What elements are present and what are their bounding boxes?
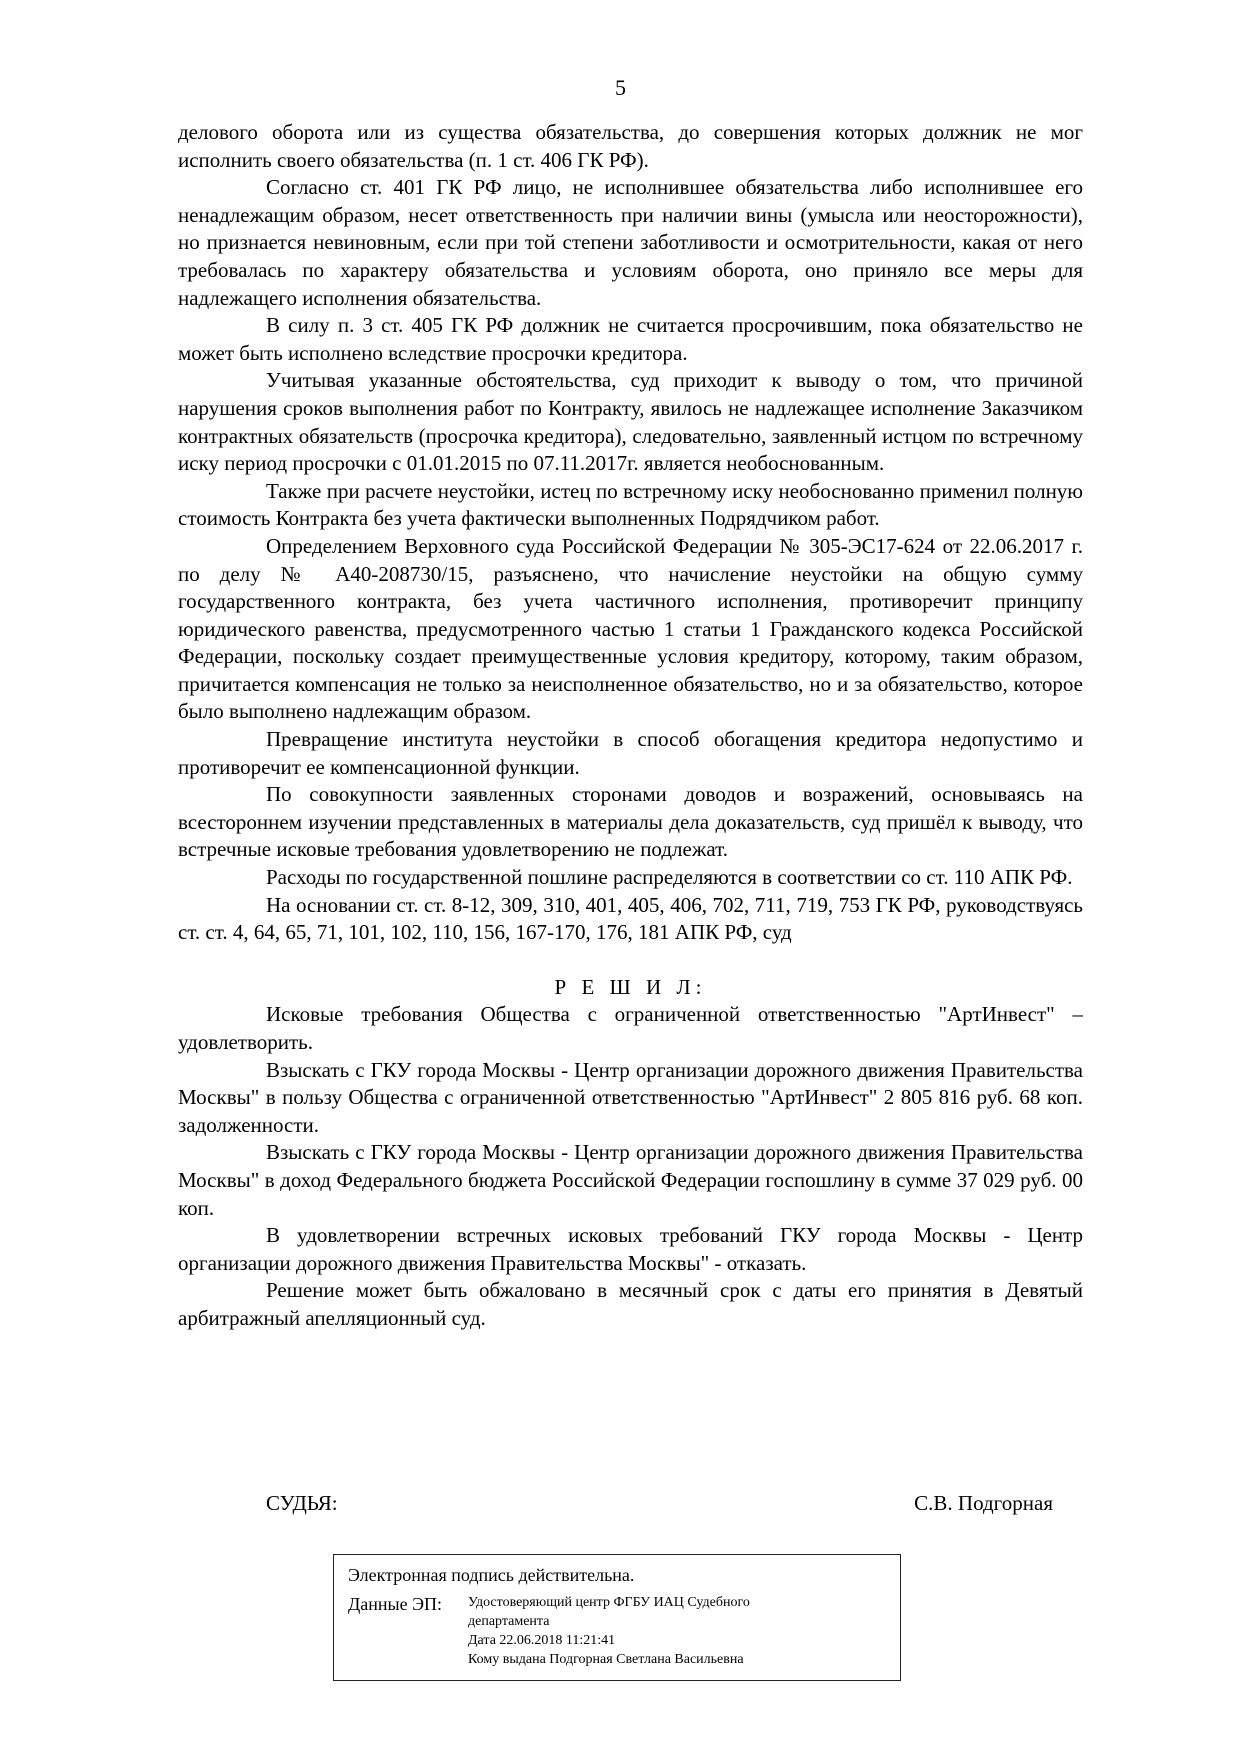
paragraph: Также при расчете неустойки, истец по встречному иску необоснованно применил полную стоимость Контракта без учета фактически выполненных Подрядчиком работ. bbox=[178, 478, 1083, 531]
paragraph: делового оборота или из существа обязательства, до совершения которых должник не мог исполнить своего обязательства (п. 1 ст. 406 ГК РФ). bbox=[178, 120, 1083, 172]
paragraph: Учитывая указанные обстоятельства, суд приходит к выводу о том, что причиной нарушения сроков выполнения работ по Контракту, явилось не надлежащее исполнение Заказчиком контрактных обязательств (просрочка кредитора), следовательно, заявленный истцом по встречному иску период просрочки с 01.01.2015 по 07.11.2017г. является необоснованным. bbox=[178, 368, 1083, 476]
paragraph: По совокупности заявленных сторонами доводов и возражений, основываясь на всестороннем изучении представленных в материалы дела доказательств, суд пришёл к выводу, что встречные исковые требования удовлетворению не подлежат. bbox=[178, 782, 1083, 862]
paragraph: Расходы по государственной пошлине распределяются в соответствии со ст. 110 АПК РФ. bbox=[266, 865, 1073, 890]
paragraph: Превращение института неустойки в способ обогащения кредитора недопустимо и противоречит ее компенсационной функции. bbox=[178, 727, 1083, 779]
document-body bbox=[178, 119, 1083, 1333]
paragraph: На основании ст. ст. 8-12, 309, 310, 401, 405, 406, 702, 711, 719, 753 ГК РФ, руководствуясь ст. ст. 4, 64, 65, 71, 101, 102, 110, 156, 167-170, 176, 181 АПК РФ, суд bbox=[178, 892, 1083, 945]
paragraph: В силу п. 3 ст. 405 ГК РФ должник не считается просрочившим, пока обязательство не может быть исполнено вследствие просрочки кредитора. bbox=[178, 313, 1083, 365]
esig-issuer-line: Удостоверяющий центр ФГБУ ИАЦ Судебного bbox=[468, 1595, 750, 1610]
esig-issuer-line: департамента bbox=[468, 1614, 550, 1629]
paragraph: Определением Верховного суда Российской Федерации № 305-ЭС17-624 от 22.06.2017 г. по делу № А40-208730/15, разъяснено, что начисление неустойки на общую сумму государственного контракта, без учета частичного исполнения, противоречит принципу юридического равенства, предусмотренного частью 1 статьи 1 Гражданского кодекса Российской Федерации, поскольку создает преимущественные условия кредитору, которому, таким образом, причитается компенсация не только за неисполненное обязательство, но и за обязательство, которое было выполнено надлежащим образом. bbox=[178, 533, 1083, 724]
judge-name: С.В. Подгорная bbox=[914, 1491, 1053, 1515]
verdict-heading: Р Е Ш И Л: bbox=[554, 974, 707, 999]
esig-date: Дата 22.06.2018 11:21:41 bbox=[468, 1633, 616, 1648]
esig-issued-to: Кому выдана Подгорная Светлана Васильевна bbox=[468, 1652, 744, 1667]
verdict-paragraph: Исковые требования Общества с ограниченной ответственностью "АртИнвест" – удовлетворить. bbox=[178, 1002, 1083, 1054]
electronic-signature-stamp bbox=[333, 1554, 901, 1681]
page-number: 5 bbox=[615, 75, 626, 100]
verdict-paragraph: В удовлетворении встречных исковых требований ГКУ города Москвы - Центр организации дорожного движения Правительства Москвы" - отказать. bbox=[178, 1223, 1083, 1275]
esig-data-row bbox=[348, 1593, 890, 1669]
paragraph: Согласно ст. 401 ГК РФ лицо, не исполнившее обязательства либо исполнившее его ненадлежащим образом, несет ответственность при наличии вины (умысла или неосторожности), но признается невиновным, если при той степени заботливости и осмотрительности, какая от него требовалась по характеру обязательства и условиям оборота, оно приняло все меры для надлежащего исполнения обязательства. bbox=[178, 175, 1083, 310]
judge-label: СУДЬЯ: bbox=[266, 1491, 338, 1515]
verdict-paragraph: Взыскать с ГКУ города Москвы - Центр организации дорожного движения Правительства Москвы" в доход Федерального бюджета Российской Федерации госпошлину в сумме 37 029 руб. 00 коп. bbox=[178, 1140, 1083, 1220]
verdict-paragraph: Взыскать с ГКУ города Москвы - Центр организации дорожного движения Правительства Москвы" в пользу Общества с ограниченной ответственностью "АртИнвест" 2 805 816 руб. 68 коп. задолженности. bbox=[178, 1057, 1083, 1137]
esig-title: Электронная подпись действительна. bbox=[348, 1565, 635, 1585]
esig-data-label: Данные ЭП: bbox=[348, 1594, 442, 1614]
verdict-paragraph: Решение может быть обжаловано в месячный срок с даты его принятия в Девятый арбитражный апелляционный суд. bbox=[178, 1278, 1083, 1330]
esig-details bbox=[468, 1593, 750, 1669]
